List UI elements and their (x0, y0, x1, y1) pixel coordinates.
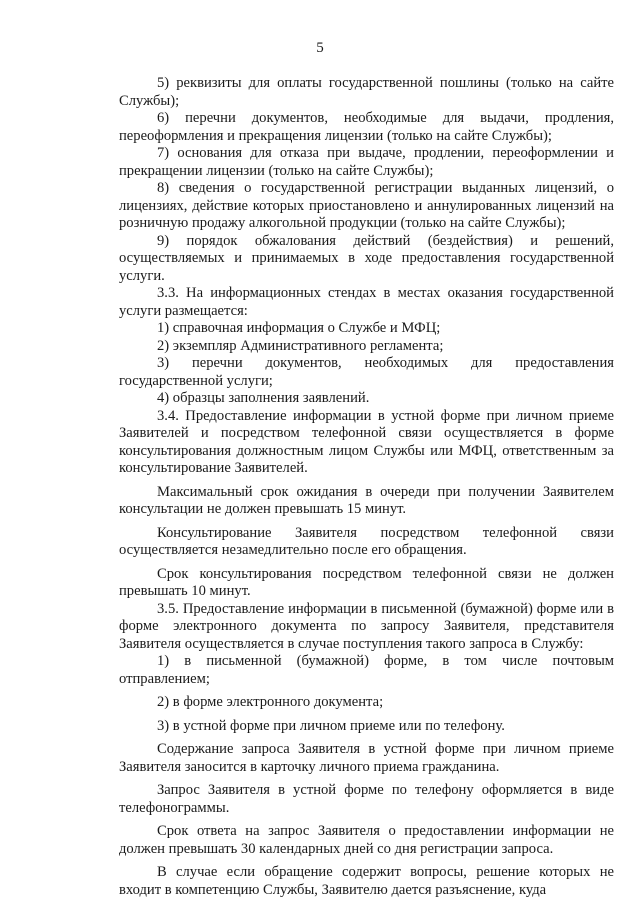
page-number: 5 (316, 40, 324, 56)
paragraph: 3) в устной форме при личном приеме или по телефону. (157, 717, 505, 734)
paragraph: 3.5. Предоставление информации в письменной (бумажной) форме или в форме электронного документа по запросу Заявителя, представителя Заявителя осуществляется в случае поступления такого запроса в Службу: (119, 600, 614, 652)
paragraph: 1) в письменной (бумажной) форме, в том числе почтовым отправлением; (119, 653, 614, 687)
document-body (119, 75, 614, 899)
paragraph: 8) сведения о государственной регистрации выданных лицензий, о лицензиях, действие которых приостановлено и аннулированных лицензий на розничную продажу алкогольной продукции (только на сайте Службы); (119, 180, 614, 231)
paragraph: 2) экземпляр Административного регламента; (157, 337, 444, 354)
paragraph: Срок ответа на запрос Заявителя о предоставлении информации не должен превышать 30 календарных дней со дня регистрации запроса. (119, 823, 614, 857)
paragraph: 7) основания для отказа при выдаче, продлении, переоформлении и прекращении лицензии (только на сайте Службы); (119, 145, 614, 179)
paragraph: Содержание запроса Заявителя в устной форме при личном приеме Заявителя заносится в карточку личного приема гражданина. (119, 741, 614, 775)
paragraph: 3) перечни документов, необходимых для предоставления государственной услуги; (119, 355, 614, 389)
paragraph: В случае если обращение содержит вопросы, решение которых не входит в компетенцию Службы, Заявителю дается разъяснение, куда (119, 864, 614, 898)
paragraph: Запрос Заявителя в устной форме по телефону оформляется в виде телефонограммы. (119, 782, 614, 816)
paragraph: 6) перечни документов, необходимые для выдачи, продления, переоформления и прекращения лицензии (только на сайте Службы); (119, 110, 614, 144)
paragraph: Консультирование Заявителя посредством телефонной связи осуществляется незамедлительно после его обращения. (119, 524, 614, 558)
paragraph: Срок консультирования посредством телефонной связи не должен превышать 10 минут. (119, 565, 614, 599)
paragraph: 2) в форме электронного документа; (157, 694, 384, 710)
paragraph: 9) порядок обжалования действий (бездействия) и решений, осуществляемых и принимаемых в ходе предоставления государственной услуги. (119, 232, 614, 284)
paragraph: Максимальный срок ожидания в очереди при получении Заявителем консультации не должен превышать 15 минут. (119, 483, 614, 517)
paragraph: 3.3. На информационных стендах в местах оказания государственной услуги размещается: (119, 285, 614, 319)
paragraph: 1) справочная информация о Службе и МФЦ; (157, 320, 441, 336)
paragraph: 3.4. Предоставление информации в устной форме при личном приеме Заявителей и посредством телефонной связи осуществляется в форме консультирования должностным лицом Службы или МФЦ, ответственным за консультирование Заявителей. (119, 407, 614, 476)
paragraph: 4) образцы заполнения заявлений. (157, 390, 370, 406)
paragraph: 5) реквизиты для оплаты государственной пошлины (только на сайте Службы); (119, 75, 614, 109)
